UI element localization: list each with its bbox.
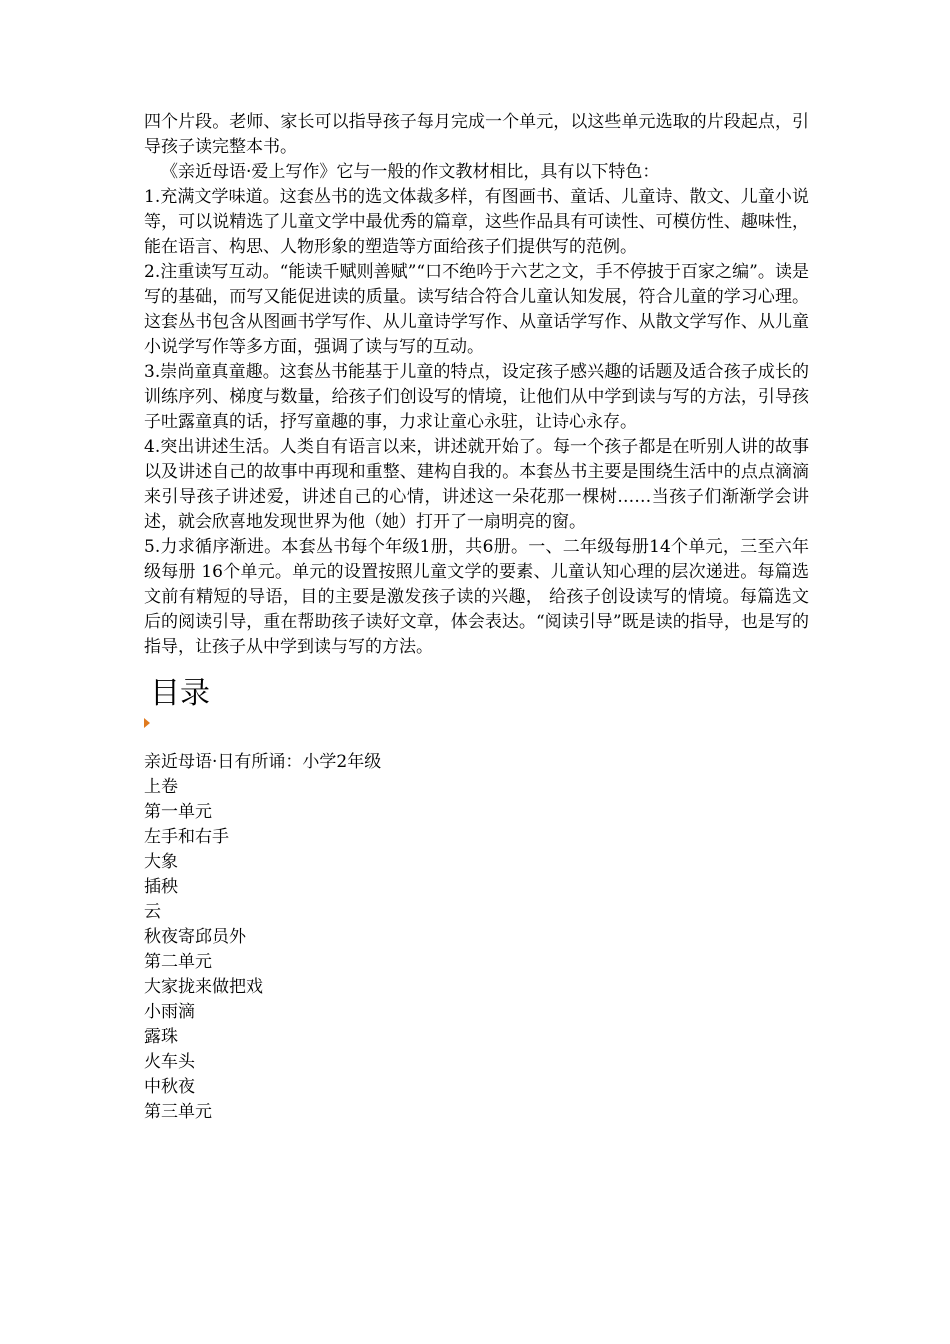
body-paragraph-intro: 四个片段。老师、家长可以指导孩子每月完成一个单元，以这些单元选取的片段起点，引导孩子读完整本书。 [144, 112, 809, 157]
document-page [144, 110, 809, 1125]
toc-item: 云 [144, 902, 161, 922]
toc-item-book-title: 亲近母语·日有所诵：小学2年级 [144, 752, 382, 772]
toc-heading-block [144, 674, 809, 736]
toc-item: 大家拢来做把戏 [144, 977, 263, 997]
toc-item: 上卷 [144, 777, 178, 797]
toc-item: 左手和右手 [144, 827, 229, 847]
toc-item: 小雨滴 [144, 1002, 195, 1022]
toc-item: 中秋夜 [144, 1077, 195, 1097]
toc-list [144, 750, 809, 1125]
toc-item: 第二单元 [144, 952, 212, 972]
body-paragraph-feature-5: 5.力求循序渐进。本套丛书每个年级1册，共6册。一、二年级每册14个单元，三至六年级每册 16个单元。单元的设置按照儿童文学的要素、儿童认知心理的层次递进。每篇选文前有精短的导语，目的主要是激发孩子读的兴趣， 给孩子创设读写的情境。每篇选文后的阅读引导，重在帮助孩子读好文章，体会表达。“阅读引导”既是读的指导，也是写的指导，让孩子从中学到读与写的方法。 [144, 537, 809, 657]
toc-item: 第三单元 [144, 1102, 212, 1122]
toc-item: 插秧 [144, 877, 178, 897]
toc-item: 火车头 [144, 1052, 195, 1072]
toc-item: 秋夜寄邱员外 [144, 927, 246, 947]
anchor-marker-icon [144, 718, 150, 728]
body-paragraph-feature-2: 2.注重读写互动。“能读千赋则善赋”“口不绝吟于六艺之文，手不停披于百家之编”。读是写的基础，而写又能促进读的质量。读写结合符合儿童认知发展，符合儿童的学习心理。这套丛书包含从图画书学写作、从儿童诗学写作、从童话学写作、从散文学写作、从儿童小说学写作等多方面，强调了读与写的互动。 [144, 262, 809, 357]
toc-item: 露珠 [144, 1027, 178, 1047]
body-paragraph-feature-1: 1.充满文学味道。这套丛书的选文体裁多样，有图画书、童话、儿童诗、散文、儿童小说等，可以说精选了儿童文学中最优秀的篇章，这些作品具有可读性、可模仿性、趣味性，能在语言、构思、人物形象的塑造等方面给孩子们提供写的范例。 [144, 187, 809, 257]
body-paragraph-features-intro: 《亲近母语·爱上写作》它与一般的作文教材相比，具有以下特色： [161, 162, 660, 182]
toc-heading: 目录 [150, 676, 210, 711]
toc-item: 第一单元 [144, 802, 212, 822]
body-paragraph-feature-3: 3.崇尚童真童趣。这套丛书能基于儿童的特点，设定孩子感兴趣的话题及适合孩子成长的训练序列、梯度与数量，给孩子们创设写的情境，让他们从中学到读与写的方法，引导孩子吐露童真的话，抒写童趣的事，力求让童心永驻，让诗心永存。 [144, 362, 809, 432]
toc-item: 大象 [144, 852, 178, 872]
body-paragraph-feature-4: 4.突出讲述生活。人类自有语言以来，讲述就开始了。每一个孩子都是在听别人讲的故事以及讲述自己的故事中再现和重整、建构自我的。本套丛书主要是围绕生活中的点点滴滴来引导孩子讲述爱，讲述自己的心情，讲述这一朵花那一棵树……当孩子们渐渐学会讲述，就会欣喜地发现世界为他（她）打开了一扇明亮的窗。 [144, 437, 809, 532]
